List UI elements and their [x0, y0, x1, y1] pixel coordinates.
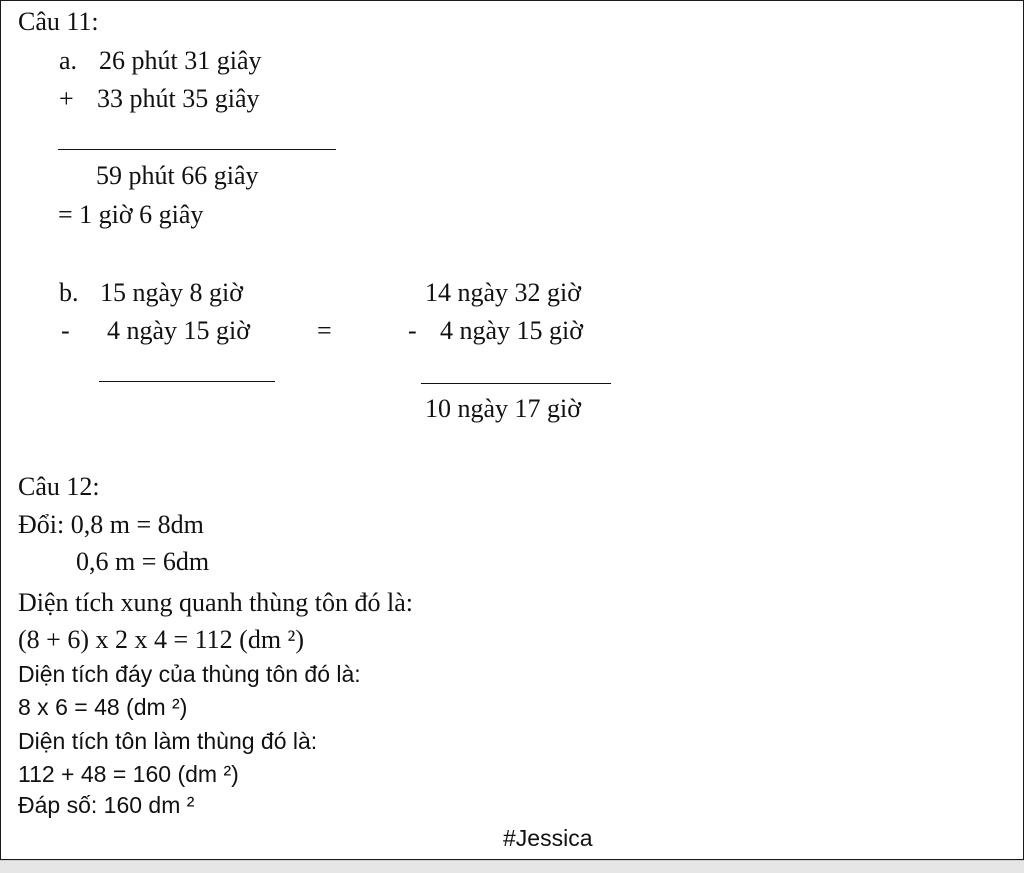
question-12-title: Câu 12:	[18, 472, 100, 501]
part-a-plus-sign: +	[59, 84, 74, 113]
conversion-line-1: Đổi: 0,8 m = 8dm	[18, 510, 204, 539]
base-area-calc: 8 x 6 = 48 (dm ²)	[18, 694, 188, 720]
base-area-heading: Diện tích đáy của thùng tôn đó là:	[18, 661, 361, 687]
lateral-area-heading: Diện tích xung quanh thùng tôn đó là:	[18, 588, 414, 617]
part-a-label: a.	[59, 46, 78, 75]
part-b-label: b.	[59, 278, 79, 307]
lateral-area-calc: (8 + 6) x 2 x 4 = 112 (dm ²)	[18, 625, 305, 654]
part-b-right-line	[421, 383, 611, 384]
total-area-calc: 112 + 48 = 160 (dm ²)	[18, 761, 239, 787]
part-b-left-line	[99, 381, 275, 382]
final-answer: Đáp số: 160 dm ²	[18, 792, 195, 818]
question-11-title: Câu 11:	[18, 7, 99, 36]
part-b-left-subtrahend: 4 ngày 15 giờ	[107, 316, 251, 345]
part-b-result: 10 ngày 17 giờ	[425, 394, 582, 423]
part-b-left-minus-sign: -	[61, 316, 70, 345]
part-b-right-minuend: 14 ngày 32 giờ	[425, 278, 582, 307]
part-a-result: = 1 giờ 6 giây	[58, 200, 204, 229]
part-a-sum-line	[58, 149, 336, 150]
author-signature: #Jessica	[503, 825, 593, 851]
part-a-sum: 59 phút 66 giây	[96, 161, 259, 190]
part-b-left-minuend: 15 ngày 8 giờ	[100, 278, 244, 307]
part-a-addend-1: 26 phút 31 giây	[99, 46, 262, 75]
part-b-right-minus-sign: -	[408, 316, 417, 345]
part-b-right-subtrahend: 4 ngày 15 giờ	[440, 316, 584, 345]
conversion-line-2: 0,6 m = 6dm	[76, 547, 210, 576]
total-area-heading: Diện tích tôn làm thùng đó là:	[18, 728, 318, 754]
part-a-addend-2: 33 phút 35 giây	[97, 84, 260, 113]
part-b-equals-sign: =	[317, 316, 332, 345]
bottom-scrollbar-strip	[0, 860, 1024, 873]
